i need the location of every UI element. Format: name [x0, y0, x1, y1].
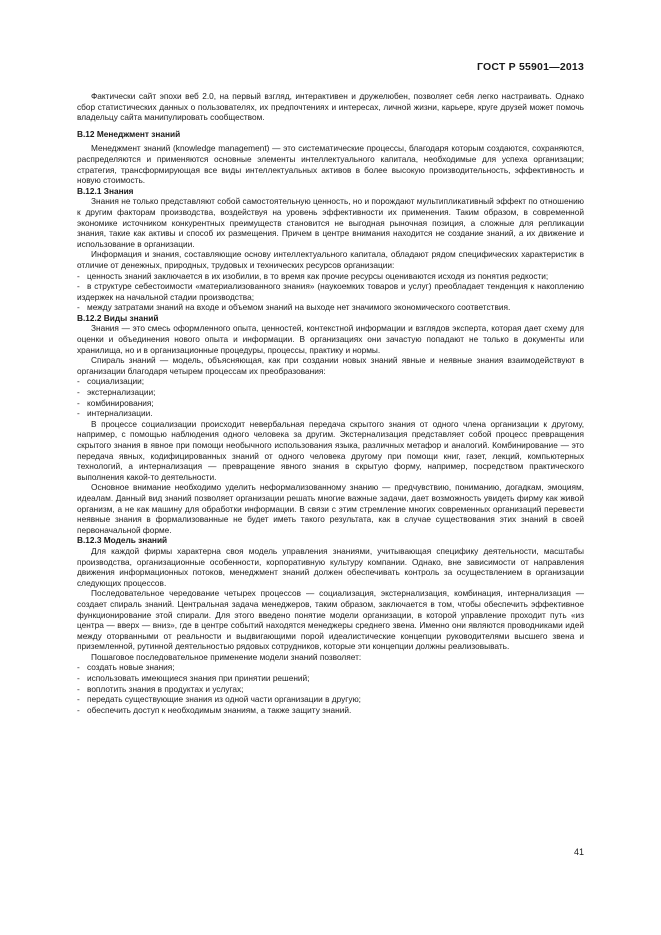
paragraph: Для каждой фирмы характерна своя модель управления знаниями, учитывающая специфику деятельности, масштабы производства, организационные особенности, корпоративную культуру компании. Однако, вне зависимости от направления движения информационных потоков, менеджмент знаний должен обеспечивать контроль за осуществлением в организации следующих процессов.: [77, 545, 584, 588]
list-item: [77, 673, 584, 684]
list-item-text: использовать имеющиеся знания при принятии решений;: [87, 673, 310, 684]
list-item: [77, 684, 584, 695]
list-item-text: ценность знаний заключается в их изобилии, в то время как прочие ресурсы оцениваются исходя из понятия редкости;: [87, 270, 549, 281]
list-item: [77, 302, 584, 313]
section-heading: B.12.1 Знания: [77, 185, 134, 196]
document-body: [77, 91, 584, 715]
paragraph: Информация и знания, составляющие основу интеллектуального капитала, обладают рядом специфических характеристик в отличие от денежных, природных, трудовых и технических ресурсов организации:: [77, 249, 584, 270]
paragraph: В процессе социализации происходит невербальная передача скрытого знания от одного члена организации к другому, например, с помощью наблюдения одного человека за другим. Экстернализация представляет собой процесс превращения скрытого знания в явное при помощи необычного использования языка, различных метафор и аналогий. Комбинирование — это передача явных, кодифицированных знаний от одного человека другому при помощи книг, газет, лекций, компьютерных технологий, а интернализация — превращение явного знания в скрытую форму, например, посредством практического выполнения какой-то деятельности.: [77, 418, 584, 482]
section-heading: B.12.2 Виды знаний: [77, 312, 159, 323]
list-item-text: передать существующие знания из одной части организации в другую;: [87, 694, 361, 705]
paragraph: Фактически сайт эпохи веб 2.0, на первый взгляд, интерактивен и дружелюбен, позволяет себя легко настраивать. Однако сбор статистических данных о пользователях, их предпочтениях и интересах, личной жизни, карьере, круге друзей может помочь владельцу сайта манипулировать сообществом.: [77, 91, 584, 123]
paragraph: Знания — это смесь оформленного опыта, ценностей, контекстной информации и взглядов эксперта, которая дает схему для оценки и объединения нового опыта и информации. В организациях они зачастую попадают не только в документы или хранилища, но и в организационные процедуры, процессы, практику и нормы.: [77, 323, 584, 355]
standard-header: ГОСТ Р 55901—2013: [476, 61, 584, 73]
paragraph: Пошаговое последовательное применение модели знаний позволяет:: [91, 651, 362, 662]
paragraph: Последовательное чередование четырех процессов — социализация, экстернализация, комбинация, интернализация — создает спираль знаний. Центральная задача менеджеров, таким образом, заключается в том, чтобы обеспечить эффективное функционирование этой спирали. Для этого введено понятие модели организации, в которой управление проходит путь «из центра — вверх — вниз», где в центре событий находятся менеджеры среднего звена. Именно они являются проводниками идей между оторванными от реальности и выдвигающими порой идеалистические концепции руководителями высшего звена и приземленной, рутинной деятельностью рядовых сотрудников, которые эти концепции должны реализовывать.: [77, 588, 584, 652]
paragraph: Спираль знаний — модель, объясняющая, как при создании новых знаний явные и неявные знания взаимодействуют в организации благодаря четырем процессам их преобразования:: [77, 355, 584, 376]
list-item-text: социализации;: [87, 376, 145, 387]
list-item: [77, 398, 584, 409]
list-item: [77, 662, 584, 673]
list-dash: -: [77, 673, 80, 684]
list-dash: -: [77, 662, 80, 673]
list-item-text: воплотить знания в продуктах и услугах;: [87, 683, 244, 694]
list-dash: -: [77, 376, 80, 387]
list-item-text: в структуре себестоимости «материализованного знания» (наукоемких товаров и услуг) преобладает тенденция к накоплению издержек на начальной стадии производства;: [77, 281, 584, 302]
list-item: [77, 376, 584, 387]
list-item-text: обеспечить доступ к необходимым знаниям, а также защиту знаний.: [87, 704, 352, 715]
page-number: 41: [573, 847, 584, 857]
list-dash: -: [77, 683, 80, 694]
list-item: [77, 408, 584, 419]
section-heading: B.12 Менеджмент знаний: [77, 128, 181, 139]
list-dash: -: [77, 270, 80, 281]
list-dash: -: [77, 387, 80, 398]
list-item: [77, 281, 584, 302]
paragraph: Основное внимание необходимо уделить неформализованному знанию — предчувствию, пониманию, догадкам, эмоциям, идеалам. Данный вид знаний позволяет организации решать многие важные задачи, дает возможность увидеть фирму как живой организм, а не как машину для обработки информации. В связи с этим стремление многих современных организаций перевести неявные знания в формализованные не будет иметь такого результата, как в случае существования этих знаний в своей первоначальной форме.: [77, 482, 584, 535]
paragraph: Знания не только представляют собой самостоятельную ценность, но и порождают мультипликативный эффект по отношению к другим факторам производства, воздействуя на уровень эффективности их применения. Таким образом, в современной экономике источником конкурентных преимуществ становится не выгодная рыночная позиция, а сложные для репликации знания, такие как активы и способ их размещения. Причем в центре внимания находится не создание знаний, а их движение и использование в организации.: [77, 196, 584, 249]
list-item: [77, 694, 584, 705]
list-dash: -: [77, 694, 80, 705]
list-dash: -: [77, 397, 80, 408]
section-heading: B.12.3 Модель знаний: [77, 535, 168, 546]
list-dash: -: [77, 704, 80, 715]
list-dash: -: [77, 281, 80, 292]
list-dash: -: [77, 408, 80, 419]
list-item-text: между затратами знаний на входе и объемом знаний на выходе нет значимого экономического соответствия.: [87, 302, 511, 313]
list-item: [77, 271, 584, 282]
list-item-text: комбинирования;: [87, 397, 154, 408]
paragraph: Менеджмент знаний (knowledge management) — это систематические процессы, благодаря которым создаются, сохраняются, распределяются и применяются основные элементы интеллектуального капитала, необходимые для успеха организации; стратегия, трансформирующая все виды интеллектуальных активов в более высокую производительность, эффективность и новую стоимость.: [77, 143, 584, 186]
list-item-text: создать новые знания;: [87, 662, 175, 673]
list-item-text: интернализации.: [87, 408, 153, 419]
list-dash: -: [77, 302, 80, 313]
list-item: [77, 705, 584, 716]
list-item: [77, 387, 584, 398]
list-item-text: экстернализации;: [87, 387, 156, 398]
